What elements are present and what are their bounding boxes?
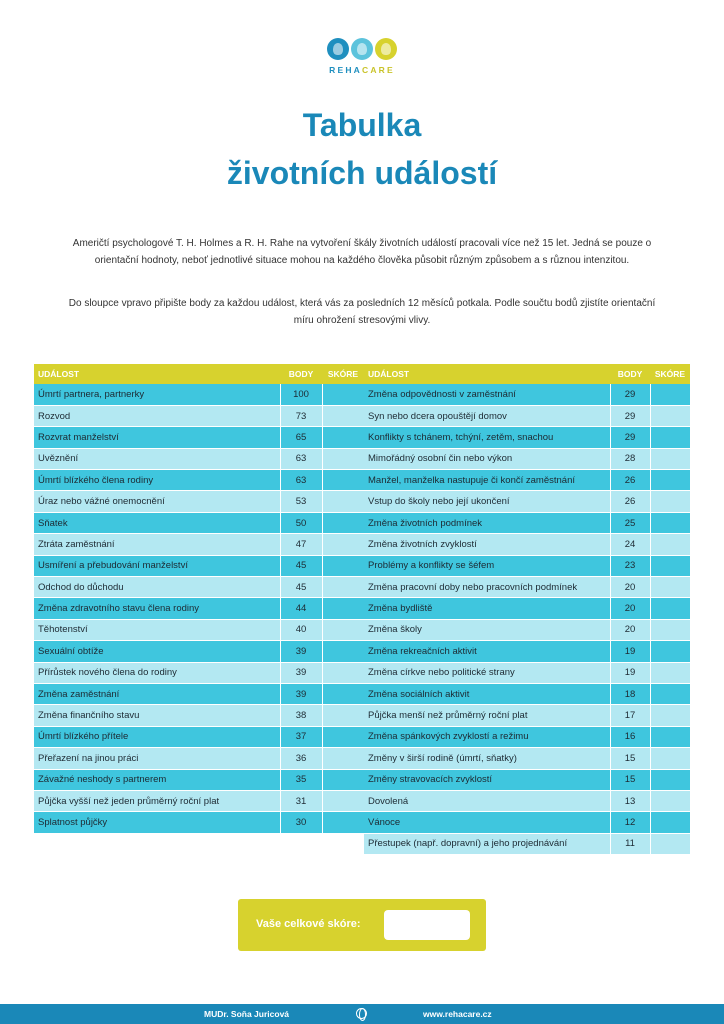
table-row: [364, 812, 690, 833]
table-row: [364, 405, 690, 426]
points-cell: 18: [610, 683, 650, 704]
score-cell[interactable]: [650, 748, 690, 769]
event-cell: Půjčka vyšší než jeden průměrný roční plat: [34, 790, 280, 811]
score-cell[interactable]: [650, 448, 690, 469]
points-cell: 50: [280, 512, 322, 533]
event-cell: Změny stravovacích zvyklostí: [364, 769, 610, 790]
table-row: [364, 769, 690, 790]
table-row: [34, 448, 364, 469]
event-cell: Sňatek: [34, 512, 280, 533]
score-cell[interactable]: [322, 619, 364, 640]
table-row: [34, 769, 364, 790]
table-row: [34, 812, 364, 833]
points-cell: 39: [280, 662, 322, 683]
table-row: [364, 470, 690, 491]
events-table-right: [364, 364, 691, 855]
score-cell[interactable]: [322, 662, 364, 683]
points-cell: 20: [610, 619, 650, 640]
score-cell[interactable]: [650, 577, 690, 598]
event-cell: Úmrtí partnera, partnerky: [34, 384, 280, 405]
table-row: [364, 534, 690, 555]
table-row: [364, 641, 690, 662]
events-table-left: [34, 364, 365, 834]
event-cell: Půjčka menší než průměrný roční plat: [364, 705, 610, 726]
event-cell: Vstup do školy nebo její ukončení: [364, 491, 610, 512]
table-row: [34, 577, 364, 598]
table-row: [34, 683, 364, 704]
table-row: [34, 534, 364, 555]
table-row: [364, 384, 690, 405]
score-cell[interactable]: [322, 748, 364, 769]
table-row: [34, 405, 364, 426]
points-cell: 19: [610, 662, 650, 683]
score-cell[interactable]: [322, 448, 364, 469]
points-cell: 38: [280, 705, 322, 726]
table-row: [34, 598, 364, 619]
points-cell: 47: [280, 534, 322, 555]
points-cell: 35: [280, 769, 322, 790]
event-cell: Sexuální obtíže: [34, 641, 280, 662]
score-cell[interactable]: [322, 427, 364, 448]
score-cell[interactable]: [322, 534, 364, 555]
table-row: [34, 512, 364, 533]
table-row: [34, 726, 364, 747]
event-cell: Odchod do důchodu: [34, 577, 280, 598]
points-cell: 24: [610, 534, 650, 555]
table-row: [364, 427, 690, 448]
rehacare-logo: [322, 38, 402, 80]
table-row: [34, 555, 364, 576]
table-row: [34, 619, 364, 640]
table-row: [364, 705, 690, 726]
score-cell[interactable]: [322, 405, 364, 426]
total-score-label: Vaše celkové skóre:: [256, 918, 361, 930]
score-cell[interactable]: [650, 555, 690, 576]
event-cell: Usmíření a přebudování manželství: [34, 555, 280, 576]
event-cell: Změna odpovědnosti v zaměstnání: [364, 384, 610, 405]
event-cell: Přeřazení na jinou práci: [34, 748, 280, 769]
points-cell: 39: [280, 683, 322, 704]
table-row: [364, 726, 690, 747]
event-cell: Změna zdravotního stavu člena rodiny: [34, 598, 280, 619]
event-cell: Ztráta zaměstnání: [34, 534, 280, 555]
points-cell: 100: [280, 384, 322, 405]
event-cell: Změna pracovní doby nebo pracovních podmínek: [364, 577, 610, 598]
header-score: SKÓRE: [322, 364, 364, 384]
table-row: [364, 598, 690, 619]
logo-circle-icon: [375, 38, 397, 60]
score-cell[interactable]: [322, 470, 364, 491]
score-cell[interactable]: [650, 833, 690, 854]
event-cell: Těhotenství: [34, 619, 280, 640]
table-row: [364, 833, 690, 854]
score-cell[interactable]: [650, 683, 690, 704]
table-header-row: [34, 364, 364, 384]
table-row: [34, 748, 364, 769]
event-cell: Problémy a konflikty se šéfem: [364, 555, 610, 576]
points-cell: 15: [610, 769, 650, 790]
event-cell: Úmrtí blízkého přítele: [34, 726, 280, 747]
table-row: [364, 683, 690, 704]
intro-paragraph-2: Do sloupce vpravo připište body za každou událost, která vás za posledních 12 měsíců potkala. Podle součtu bodů zjistíte orientační míru ohrožení stresovými vlivy.: [68, 298, 656, 326]
header-points: BODY: [610, 364, 650, 384]
event-cell: Rozvod: [34, 405, 280, 426]
points-cell: 23: [610, 555, 650, 576]
event-cell: Vánoce: [364, 812, 610, 833]
event-cell: Uvěznění: [34, 448, 280, 469]
points-cell: 15: [610, 748, 650, 769]
score-cell[interactable]: [650, 790, 690, 811]
score-cell[interactable]: [650, 598, 690, 619]
points-cell: 73: [280, 405, 322, 426]
points-cell: 19: [610, 641, 650, 662]
page-title-line2: životních událostí: [226, 155, 498, 191]
event-cell: Mimořádný osobní čin nebo výkon: [364, 448, 610, 469]
event-cell: Splatnost půjčky: [34, 812, 280, 833]
table-row: [34, 491, 364, 512]
points-cell: 26: [610, 491, 650, 512]
score-cell[interactable]: [322, 641, 364, 662]
event-cell: Rozvrat manželství: [34, 427, 280, 448]
points-cell: 53: [280, 491, 322, 512]
score-cell[interactable]: [650, 512, 690, 533]
score-cell[interactable]: [322, 598, 364, 619]
logo-circle-icon: [327, 38, 349, 60]
total-score-box: [238, 899, 486, 951]
score-cell[interactable]: [322, 491, 364, 512]
score-cell[interactable]: [322, 726, 364, 747]
points-cell: 44: [280, 598, 322, 619]
table-header-row: [364, 364, 690, 384]
score-cell[interactable]: [650, 641, 690, 662]
points-cell: 16: [610, 726, 650, 747]
logo-circle-icon: [351, 38, 373, 60]
table-row: [364, 662, 690, 683]
table-row: [364, 748, 690, 769]
score-cell[interactable]: [322, 555, 364, 576]
score-cell[interactable]: [650, 705, 690, 726]
score-cell[interactable]: [650, 427, 690, 448]
event-cell: Změna finančního stavu: [34, 705, 280, 726]
page-title-line1: Tabulka: [302, 107, 422, 143]
header-points: BODY: [280, 364, 322, 384]
score-cell[interactable]: [322, 384, 364, 405]
score-cell[interactable]: [322, 512, 364, 533]
table-row: [34, 427, 364, 448]
points-cell: 11: [610, 833, 650, 854]
event-cell: Změna sociálních aktivit: [364, 683, 610, 704]
points-cell: 20: [610, 577, 650, 598]
event-cell: Úraz nebo vážné onemocnění: [34, 491, 280, 512]
table-row: [364, 790, 690, 811]
logo-mark: [322, 38, 402, 60]
score-cell[interactable]: [650, 470, 690, 491]
footer-author: MUDr. Soňa Juricová: [204, 1009, 290, 1019]
score-cell[interactable]: [322, 683, 364, 704]
table-row: [34, 384, 364, 405]
intro-paragraph-1: Američtí psychologové T. H. Holmes a R. H. Rahe na vytvoření škály životních událostí pracovali více než 15 let. Jedná se pouze o orientační hodnoty, neboť jednotlivé situace mohou na každého člověka působit různým způsobem a s různou intenzitou.: [72, 238, 652, 266]
footer-bar: [0, 1004, 724, 1024]
points-cell: 30: [280, 812, 322, 833]
table-row: [34, 662, 364, 683]
table-row: [34, 641, 364, 662]
points-cell: 28: [610, 448, 650, 469]
score-cell[interactable]: [650, 769, 690, 790]
globe-icon: [356, 1008, 367, 1019]
event-cell: Úmrtí blízkého člena rodiny: [34, 470, 280, 491]
points-cell: 12: [610, 812, 650, 833]
event-cell: Změna školy: [364, 619, 610, 640]
score-cell[interactable]: [650, 384, 690, 405]
event-cell: Přírůstek nového člena do rodiny: [34, 662, 280, 683]
header-score: SKÓRE: [650, 364, 690, 384]
event-cell: Změna životních zvyklostí: [364, 534, 610, 555]
event-cell: Změna spánkových zvyklostí a režimu: [364, 726, 610, 747]
event-cell: Změna církve nebo politické strany: [364, 662, 610, 683]
points-cell: 45: [280, 577, 322, 598]
score-cell[interactable]: [322, 790, 364, 811]
points-cell: 26: [610, 470, 650, 491]
points-cell: 20: [610, 598, 650, 619]
points-cell: 63: [280, 470, 322, 491]
event-cell: Změna rekreačních aktivit: [364, 641, 610, 662]
score-cell[interactable]: [322, 769, 364, 790]
points-cell: 29: [610, 405, 650, 426]
table-row: [364, 491, 690, 512]
table-row: [364, 555, 690, 576]
points-cell: 39: [280, 641, 322, 662]
points-cell: 29: [610, 427, 650, 448]
points-cell: 65: [280, 427, 322, 448]
points-cell: 63: [280, 448, 322, 469]
logo-text-reha: REHA: [329, 65, 362, 75]
points-cell: 25: [610, 512, 650, 533]
points-cell: 40: [280, 619, 322, 640]
score-cell[interactable]: [650, 534, 690, 555]
table-row: [34, 705, 364, 726]
points-cell: 37: [280, 726, 322, 747]
score-cell[interactable]: [650, 726, 690, 747]
points-cell: 13: [610, 790, 650, 811]
event-cell: Změna životních podmínek: [364, 512, 610, 533]
header-event: UDÁLOST: [34, 364, 280, 384]
table-row: [34, 790, 364, 811]
event-cell: Přestupek (např. dopravní) a jeho projednávání: [364, 833, 610, 854]
event-cell: Manžel, manželka nastupuje či končí zaměstnání: [364, 470, 610, 491]
score-cell[interactable]: [650, 812, 690, 833]
table-row: [364, 512, 690, 533]
event-cell: Dovolená: [364, 790, 610, 811]
points-cell: 31: [280, 790, 322, 811]
score-cell[interactable]: [322, 705, 364, 726]
table-row: [364, 448, 690, 469]
event-cell: Závažné neshody s partnerem: [34, 769, 280, 790]
points-cell: 29: [610, 384, 650, 405]
points-cell: 17: [610, 705, 650, 726]
score-cell[interactable]: [650, 405, 690, 426]
footer-website-link[interactable]: www.rehacare.cz: [423, 1009, 492, 1019]
header-event: UDÁLOST: [364, 364, 610, 384]
score-cell[interactable]: [322, 812, 364, 833]
score-cell[interactable]: [650, 662, 690, 683]
event-cell: Konflikty s tchánem, tchýní, zetěm, snachou: [364, 427, 610, 448]
points-cell: 45: [280, 555, 322, 576]
score-cell[interactable]: [650, 619, 690, 640]
table-row: [364, 619, 690, 640]
event-cell: Změna zaměstnání: [34, 683, 280, 704]
score-cell[interactable]: [322, 577, 364, 598]
event-cell: Syn nebo dcera opouštějí domov: [364, 405, 610, 426]
event-cell: Změna bydliště: [364, 598, 610, 619]
points-cell: 36: [280, 748, 322, 769]
event-cell: Změny v širší rodině (úmrtí, sňatky): [364, 748, 610, 769]
total-score-input[interactable]: [384, 910, 470, 940]
table-row: [34, 470, 364, 491]
score-cell[interactable]: [650, 491, 690, 512]
logo-text: [322, 65, 402, 75]
logo-text-care: CARE: [362, 65, 395, 75]
table-row: [364, 577, 690, 598]
